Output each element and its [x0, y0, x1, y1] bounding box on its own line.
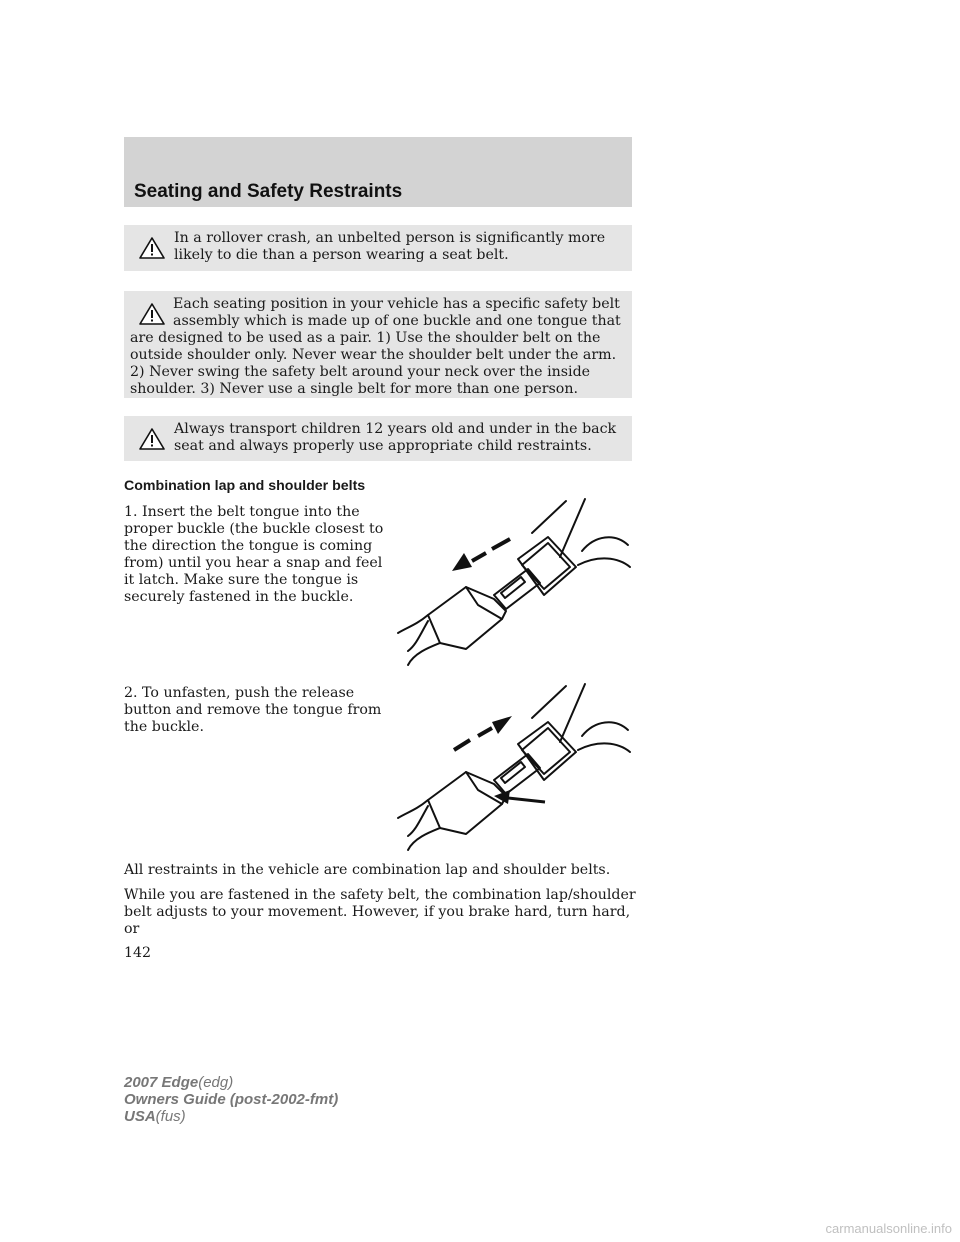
watermark: carmanualsonline.info: [825, 1221, 952, 1236]
insert-direction-arrow-icon: [452, 553, 472, 571]
warning-text-children: Always transport children 12 years old and under in the back seat and always properly use appropriate child restraints.: [174, 421, 617, 454]
warning-box-rollover: [124, 225, 632, 271]
warning-triangle-icon: [139, 236, 165, 260]
paragraph-combination-belts: All restraints in the vehicle are combination lap and shoulder belts.: [124, 862, 611, 878]
footer-guide-line: [124, 1091, 338, 1108]
warning-triangle-icon: [139, 302, 165, 326]
footer-region: USA: [124, 1108, 156, 1125]
section-heading: Combination lap and shoulder belts: [124, 478, 366, 494]
section-title: Seating and Safety Restraints: [134, 181, 403, 202]
warning-text-rollover: In a rollover crash, an unbelted person is significantly more likely to die than a person wearing a seat belt.: [174, 230, 606, 263]
section-header: [124, 137, 632, 207]
footer-region-line: [124, 1108, 338, 1125]
footer-guide: Owners Guide (post-2002-fmt): [124, 1091, 339, 1108]
warning-triangle-icon: [139, 427, 165, 451]
document-footer: [124, 1074, 338, 1125]
remove-direction-arrow-icon: [492, 716, 512, 734]
step-2-text: 2. To unfasten, push the release button and remove the tongue from the buckle.: [124, 685, 382, 735]
warning-box-children: [124, 416, 632, 461]
warning-text-belt-assembly: Each seating position in your vehicle has a specific safety belt assembly which is made up of one buckle and one tongue that are designed to be used as a pair. 1) Use the shoulder belt on the outside shoulder only. Never wear the shoulder belt under the arm. 2) Never swing the safety belt around your neck over the inside shoulder. 3) Never use a single belt for more than one person.: [130, 296, 621, 397]
footer-region-code: (fus): [155, 1108, 186, 1125]
footer-model-line: [124, 1074, 338, 1091]
buckle-release-illustration: [390, 680, 640, 860]
paragraph-belt-adjusts: While you are fastened in the safety belt, the combination lap/shoulder belt adjusts to your movement. However, if you brake hard, turn hard, or: [124, 887, 636, 937]
buckle-insert-illustration: [390, 495, 640, 675]
page-number: 142: [124, 945, 152, 961]
warning-box-belt-assembly: [124, 291, 632, 398]
step-1-text: 1. Insert the belt tongue into the proper buckle (the buckle closest to the direction the tongue is coming from) until you hear a snap and feel it latch. Make sure the tongue is securely fastened in the buckle.: [124, 504, 384, 605]
footer-model-code: (edg): [198, 1074, 234, 1091]
footer-model: 2007 Edge: [124, 1074, 199, 1091]
